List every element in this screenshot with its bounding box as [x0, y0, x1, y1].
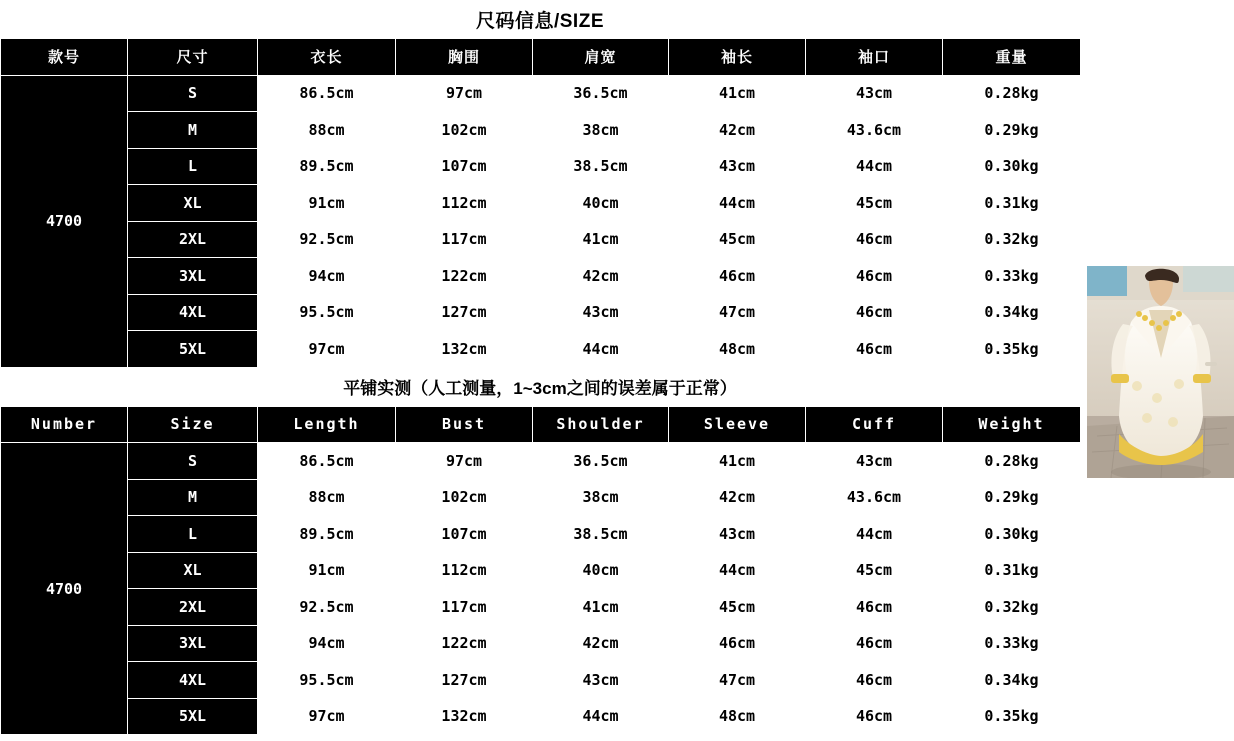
weight-cell: 0.35kg — [943, 331, 1081, 368]
cuff-cell: 46cm — [806, 589, 943, 626]
shoulder-cell: 38cm — [533, 112, 669, 149]
weight-cell: 0.34kg — [943, 662, 1081, 699]
column-header-cuff: Cuff — [806, 406, 943, 443]
length-cell: 89.5cm — [258, 148, 396, 185]
column-header-number: 款号 — [1, 39, 128, 76]
cuff-cell: 43.6cm — [806, 112, 943, 149]
column-header-shoulder: Shoulder — [533, 406, 669, 443]
weight-cell: 0.30kg — [943, 516, 1081, 553]
weight-cell: 0.32kg — [943, 221, 1081, 258]
length-cell: 97cm — [258, 331, 396, 368]
weight-cell: 0.28kg — [943, 443, 1081, 480]
table-header-row — [1, 39, 1081, 76]
size-cell: 5XL — [128, 331, 258, 368]
sleeve-cell: 43cm — [669, 148, 806, 185]
sleeve-cell: 48cm — [669, 331, 806, 368]
table-row — [1, 112, 1081, 149]
cuff-cell: 46cm — [806, 662, 943, 699]
shoulder-cell: 43cm — [533, 294, 669, 331]
shoulder-cell: 38.5cm — [533, 148, 669, 185]
column-header-sleeve: Sleeve — [669, 406, 806, 443]
measurement-note: 平铺实测（人工测量，1~3cm之间的误差属于正常） — [0, 368, 1080, 406]
shoulder-cell: 40cm — [533, 552, 669, 589]
shoulder-cell: 44cm — [533, 331, 669, 368]
shoulder-cell: 43cm — [533, 662, 669, 699]
length-cell: 92.5cm — [258, 589, 396, 626]
cuff-cell: 43.6cm — [806, 479, 943, 516]
column-header-bust: 胸围 — [396, 39, 533, 76]
cuff-cell: 43cm — [806, 443, 943, 480]
weight-cell: 0.33kg — [943, 625, 1081, 662]
length-cell: 94cm — [258, 625, 396, 662]
sleeve-cell: 47cm — [669, 662, 806, 699]
weight-cell: 0.30kg — [943, 148, 1081, 185]
size-cell: 4XL — [128, 294, 258, 331]
size-cell: XL — [128, 185, 258, 222]
shoulder-cell: 41cm — [533, 589, 669, 626]
sleeve-cell: 45cm — [669, 589, 806, 626]
weight-cell: 0.31kg — [943, 185, 1081, 222]
bust-cell: 132cm — [396, 331, 533, 368]
sleeve-cell: 44cm — [669, 552, 806, 589]
table-row — [1, 258, 1081, 295]
sleeve-cell: 47cm — [669, 294, 806, 331]
size-cell: L — [128, 148, 258, 185]
bust-cell: 97cm — [396, 443, 533, 480]
cuff-cell: 46cm — [806, 258, 943, 295]
cuff-cell: 43cm — [806, 75, 943, 112]
size-cell: 2XL — [128, 221, 258, 258]
weight-cell: 0.29kg — [943, 479, 1081, 516]
shoulder-cell: 36.5cm — [533, 443, 669, 480]
length-cell: 95.5cm — [258, 294, 396, 331]
table-row — [1, 75, 1081, 112]
table-row — [1, 148, 1081, 185]
column-header-length: Length — [258, 406, 396, 443]
size-cell: 4XL — [128, 662, 258, 699]
size-table-chinese — [0, 38, 1081, 368]
length-cell: 95.5cm — [258, 662, 396, 699]
length-cell: 92.5cm — [258, 221, 396, 258]
table-row — [1, 552, 1081, 589]
product-photo-image — [1087, 266, 1234, 478]
bust-cell: 117cm — [396, 589, 533, 626]
length-cell: 89.5cm — [258, 516, 396, 553]
style-number-cell: 4700 — [1, 443, 128, 735]
table-row — [1, 443, 1081, 480]
size-cell: 2XL — [128, 589, 258, 626]
column-header-size: 尺寸 — [128, 39, 258, 76]
size-cell: S — [128, 443, 258, 480]
size-table-english — [0, 406, 1081, 736]
shoulder-cell: 42cm — [533, 258, 669, 295]
size-cell: 3XL — [128, 625, 258, 662]
bust-cell: 102cm — [396, 112, 533, 149]
sleeve-cell: 46cm — [669, 258, 806, 295]
product-photo — [1087, 266, 1234, 478]
cuff-cell: 46cm — [806, 331, 943, 368]
column-header-weight: 重量 — [943, 39, 1081, 76]
length-cell: 88cm — [258, 479, 396, 516]
size-cell: XL — [128, 552, 258, 589]
sleeve-cell: 44cm — [669, 185, 806, 222]
bust-cell: 97cm — [396, 75, 533, 112]
shoulder-cell: 40cm — [533, 185, 669, 222]
size-cell: L — [128, 516, 258, 553]
length-cell: 86.5cm — [258, 443, 396, 480]
size-cell: S — [128, 75, 258, 112]
sleeve-cell: 42cm — [669, 112, 806, 149]
weight-cell: 0.32kg — [943, 589, 1081, 626]
bust-cell: 122cm — [396, 258, 533, 295]
cuff-cell: 44cm — [806, 516, 943, 553]
bust-cell: 102cm — [396, 479, 533, 516]
weight-cell: 0.29kg — [943, 112, 1081, 149]
size-cell: M — [128, 112, 258, 149]
column-header-number: Number — [1, 406, 128, 443]
column-header-shoulder: 肩宽 — [533, 39, 669, 76]
column-header-size: Size — [128, 406, 258, 443]
table-row — [1, 516, 1081, 553]
bust-cell: 107cm — [396, 148, 533, 185]
cuff-cell: 46cm — [806, 698, 943, 735]
sleeve-cell: 41cm — [669, 75, 806, 112]
table-row — [1, 625, 1081, 662]
cuff-cell: 45cm — [806, 185, 943, 222]
sleeve-cell: 42cm — [669, 479, 806, 516]
bust-cell: 127cm — [396, 294, 533, 331]
weight-cell: 0.35kg — [943, 698, 1081, 735]
weight-cell: 0.33kg — [943, 258, 1081, 295]
sleeve-cell: 46cm — [669, 625, 806, 662]
shoulder-cell: 38cm — [533, 479, 669, 516]
sleeve-cell: 48cm — [669, 698, 806, 735]
table-row — [1, 479, 1081, 516]
length-cell: 94cm — [258, 258, 396, 295]
weight-cell: 0.34kg — [943, 294, 1081, 331]
cuff-cell: 45cm — [806, 552, 943, 589]
size-cell: 3XL — [128, 258, 258, 295]
weight-cell: 0.28kg — [943, 75, 1081, 112]
shoulder-cell: 42cm — [533, 625, 669, 662]
column-header-length: 衣长 — [258, 39, 396, 76]
table-row — [1, 185, 1081, 222]
style-number-cell: 4700 — [1, 75, 128, 367]
cuff-cell: 46cm — [806, 221, 943, 258]
bust-cell: 107cm — [396, 516, 533, 553]
length-cell: 91cm — [258, 185, 396, 222]
weight-cell: 0.31kg — [943, 552, 1081, 589]
table-header-row — [1, 406, 1081, 443]
length-cell: 97cm — [258, 698, 396, 735]
shoulder-cell: 44cm — [533, 698, 669, 735]
bust-cell: 117cm — [396, 221, 533, 258]
bust-cell: 112cm — [396, 552, 533, 589]
size-cell: M — [128, 479, 258, 516]
length-cell: 88cm — [258, 112, 396, 149]
column-header-weight: Weight — [943, 406, 1081, 443]
sleeve-cell: 41cm — [669, 443, 806, 480]
bust-cell: 112cm — [396, 185, 533, 222]
length-cell: 91cm — [258, 552, 396, 589]
page-title: 尺码信息/SIZE — [0, 0, 1080, 38]
bust-cell: 122cm — [396, 625, 533, 662]
shoulder-cell: 41cm — [533, 221, 669, 258]
bust-cell: 132cm — [396, 698, 533, 735]
cuff-cell: 46cm — [806, 625, 943, 662]
cuff-cell: 46cm — [806, 294, 943, 331]
table-row — [1, 589, 1081, 626]
shoulder-cell: 36.5cm — [533, 75, 669, 112]
table-row — [1, 662, 1081, 699]
column-header-cuff: 袖口 — [806, 39, 943, 76]
sleeve-cell: 45cm — [669, 221, 806, 258]
table-row — [1, 294, 1081, 331]
table-row — [1, 331, 1081, 368]
size-cell: 5XL — [128, 698, 258, 735]
table-row — [1, 221, 1081, 258]
cuff-cell: 44cm — [806, 148, 943, 185]
column-header-bust: Bust — [396, 406, 533, 443]
shoulder-cell: 38.5cm — [533, 516, 669, 553]
length-cell: 86.5cm — [258, 75, 396, 112]
sleeve-cell: 43cm — [669, 516, 806, 553]
column-header-sleeve: 袖长 — [669, 39, 806, 76]
table-row — [1, 698, 1081, 735]
bust-cell: 127cm — [396, 662, 533, 699]
